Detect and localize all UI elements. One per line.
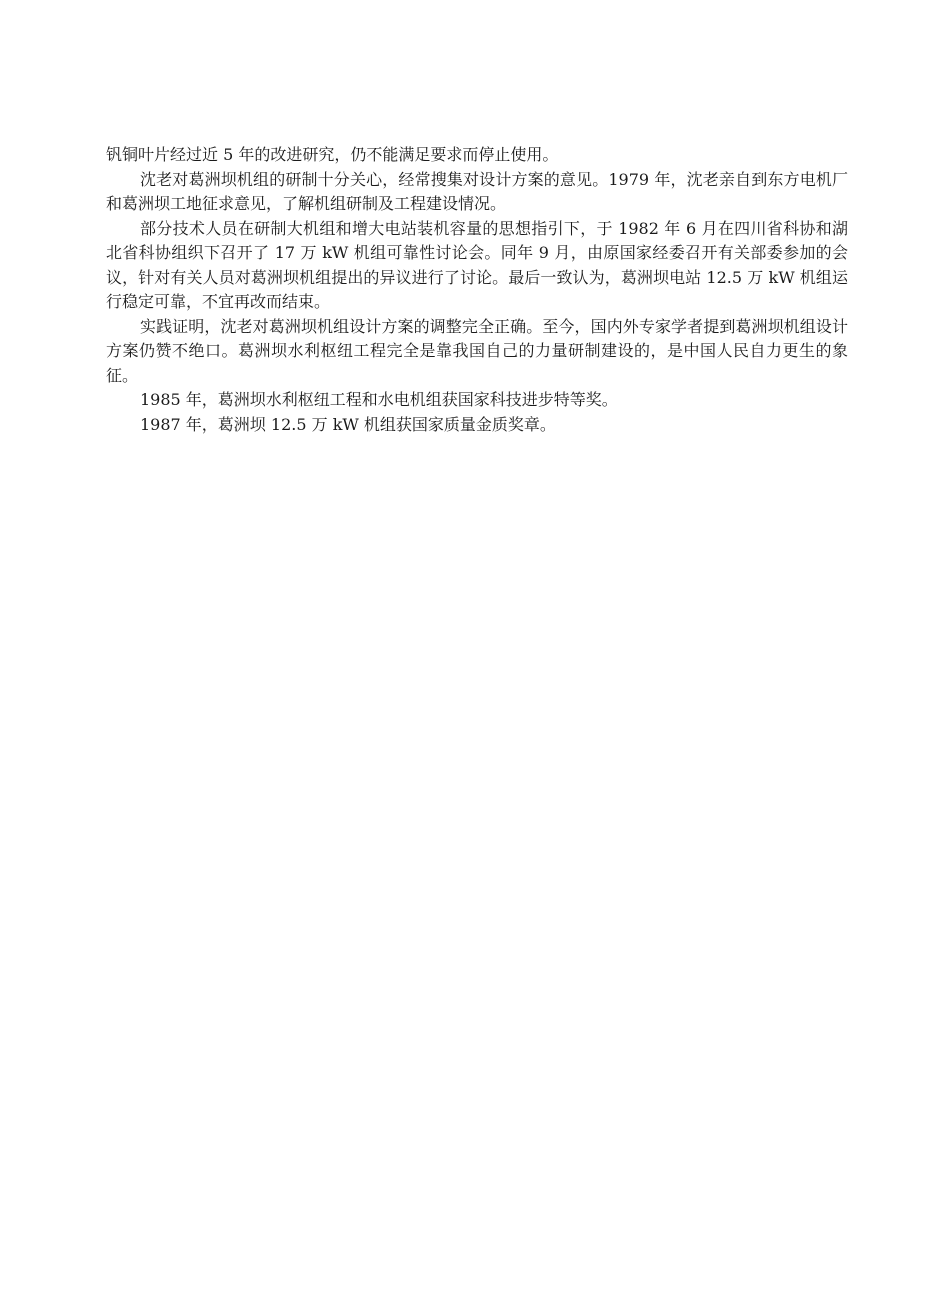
paragraph: 部分技术人员在研制大机组和增大电站装机容量的思想指引下，于 1982 年 6 月在四川省科协和湖北省科协组织下召开了 17 万 kW 机组可靠性讨论会。同年 9 月，由原国家经委召开有关部委参加的会议，针对有关人员对葛洲坝机组提出的异议进行了讨论。最后一致认为，葛洲坝电站 12.5 万 kW 机组运行稳定可靠，不宜再改而结束。 (106, 218, 848, 311)
paragraph: 1987 年，葛洲坝 12.5 万 kW 机组获国家质量金质奖章。 (140, 414, 556, 434)
paragraph: 实践证明，沈老对葛洲坝机组设计方案的调整完全正确。至今，国内外专家学者提到葛洲坝机组设计方案仍赞不绝口。葛洲坝水利枢纽工程完全是靠我国自己的力量研制建设的，是中国人民自力更生的象征。 (106, 316, 848, 385)
paragraph-continuation: 钒铜叶片经过近 5 年的改进研究，仍不能满足要求而停止使用。 (106, 145, 559, 164)
paragraph: 沈老对葛洲坝机组的研制十分关心，经常搜集对设计方案的意见。1979 年，沈老亲自到东方电机厂和葛洲坝工地征求意见，了解机组研制及工程建设情况。 (106, 169, 848, 213)
document-body (106, 143, 848, 437)
paragraph: 1985 年，葛洲坝水利枢纽工程和水电机组获国家科技进步特等奖。 (140, 390, 618, 409)
